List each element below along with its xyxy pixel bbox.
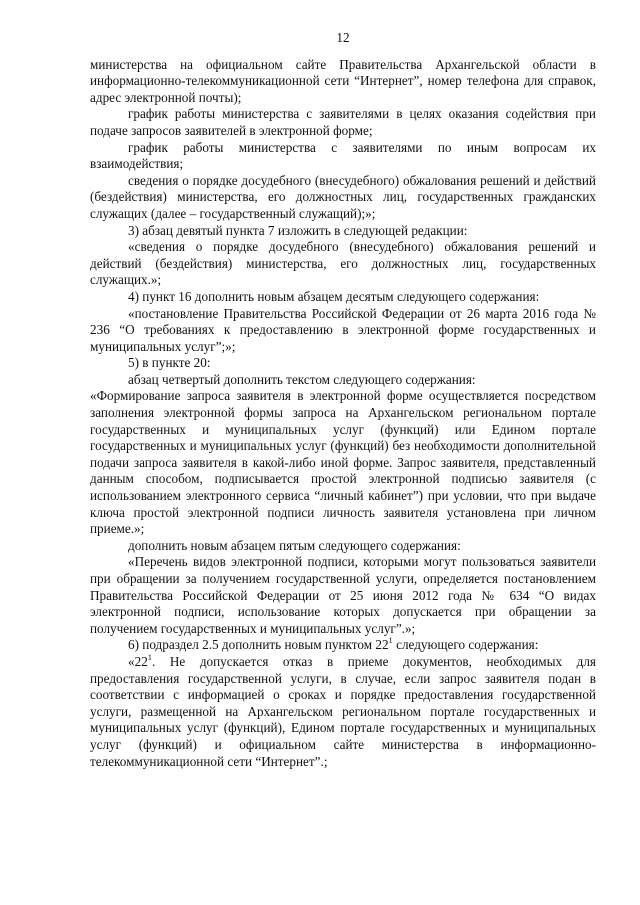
paragraph-4: сведения о порядке досудебного (внесудебного) обжалования решений и действий (бездействия) министерства, его должностных лиц, государственных гражданских служащих (далее – государственный служащий);»; [90,172,596,221]
paragraph-9: 5) в пункте 20: [128,355,211,371]
paragraph-8: «постановление Правительства Российской Федерации от 26 марта 2016 года № 236 “О требованиях к предоставлению в электронной форме государственных и муниципальных услуг”;»; [90,305,596,354]
paragraph-5: 3) абзац девятый пункта 7 изложить в следующей редакции: [128,222,468,238]
paragraph-13: «Перечень видов электронной подписи, которыми могут пользоваться заявители при обращении за получением государственной услуги, определяется постановлением Правительства Российской Федерации от 25 июня 2012 года № 634 “О видах электронной подписи, использование которых допускается при обращении за получением государственных и муниципальных услуг”.»; [90,554,596,636]
item6-text-after: . Не допускается отказ в приеме документов, необходимых для предоставления государственной услуги, в случае, если запрос заявителя подан в соответствии с информацией о сроках и порядке предоставления государственной услуги, размещенной на Архангельском региональном портале государственных и муниципальных услуг (функций), Едином портале государственных и муниципальных услуг (функций) и официальном сайте министерства в информационно-телекоммуникационной сети “Интернет”.; [90,653,596,769]
page-number: 12 [336,30,350,45]
paragraph-12: дополнить новым абзацем пятым следующего содержания: [128,537,461,553]
paragraph-10: абзац четвертый дополнить текстом следующего содержания: [128,371,476,387]
document-page [90,30,596,770]
item6-after: следующего содержания: [392,637,539,653]
paragraph-1: министерства на официальном сайте Правительства Архангельской области в информационно-телекоммуникационной сети “Интернет”, номер телефона для справок, адрес электронной почты); [90,56,596,105]
item6-text-superscript: 1 [147,651,153,662]
item6-text-before: «22 [128,653,148,669]
paragraph-7: 4) пункт 16 дополнить новым абзацем десятым следующего содержания: [128,288,540,304]
paragraph-6: «сведения о порядке досудебного (внесудебного) обжалования решений и действий (бездействия) министерства, его должностных лиц, государственных служащих.»; [90,239,596,288]
paragraph-11: «Формирование запроса заявителя в электронной форме осуществляется посредством заполнения электронной формы запроса на Архангельском региональном портале государственных и муниципальных услуг (функций) или Едином портале государственных и муниципальных услуг (функций) без необходимости дополнительной подачи запроса заявителя в какой-либо иной форме. Запрос заявителя, представленный данным способом, подписывается простой электронной подписью заявителя (с использованием электронного сервиса “личный кабинет”) при условии, что при выдаче ключа простой электронной подписи личность заявителя установлена при личном приеме.»; [90,388,596,537]
paragraph-2: график работы министерства с заявителями в целях оказания содействия при подаче запросов заявителей в электронной форме; [90,106,596,138]
paragraph-14 [90,637,596,654]
paragraph-3: график работы министерства с заявителями по иным вопросам их взаимодействия; [90,139,596,172]
item6-before: 6) подраздел 2.5 дополнить новым пунктом 22 [128,637,389,653]
paragraph-15 [90,651,596,770]
item6-superscript: 1 [388,635,393,646]
